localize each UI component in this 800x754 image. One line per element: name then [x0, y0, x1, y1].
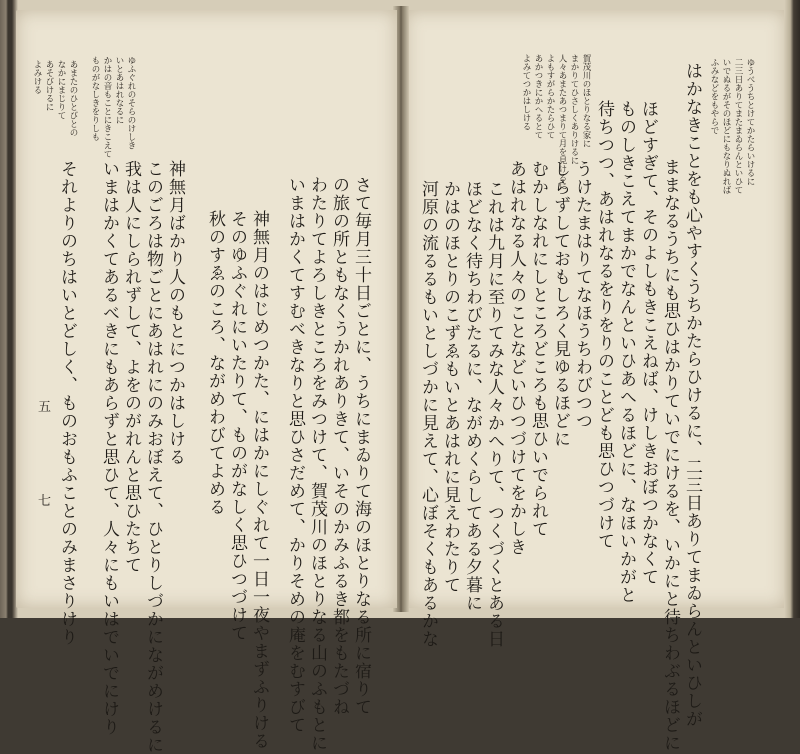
text-column: そのゆふぐれにいたりて、ものがなしく思ひつづけて [227, 210, 247, 642]
right-page [405, 10, 786, 752]
text-column: 秋のすゑのころ、ながめわびてよめる [205, 210, 225, 516]
note-line: よもすがらかたらひて [545, 54, 555, 139]
text-column: むかしなれにしところどころも思ひいでられて [528, 160, 548, 538]
note-line: ゆふぐれのそらのけしき [126, 56, 136, 150]
note-line: よみける [32, 60, 42, 94]
text-column: しらずしておもしろく見ゆるほどに [550, 160, 570, 448]
note-line: かはの音もことにきこえて [102, 56, 112, 158]
left-page [16, 10, 397, 754]
text-column: わたりてよろしきところをみつけて、賀茂川のほとりなる山のふもとに [307, 176, 327, 752]
note-line: いとあはれなるに [114, 56, 124, 124]
text-column: の旅の所ともなくうかれありきて、いそのかみふるき都をもたづね [329, 176, 349, 716]
text-column: うけたまはりてなほうちわびつつ [572, 160, 592, 430]
text-column: 神無月のはじめつかた、にはかにしぐれて一日一夜やまずふりける [249, 210, 269, 750]
note-line: いでぬるがそのほどにもなりぬれば [721, 58, 731, 194]
text-column: これは九月に至りてみな人々かへりて、つくづくとある日 [484, 180, 504, 648]
note-line: ゆうべうちとけてかたらいけるに [745, 58, 755, 186]
note-line: あまたのひとびとの [68, 60, 78, 137]
note-line: 賀茂川のほとりなる家に [581, 54, 591, 148]
folio-bottom: 七 [38, 494, 52, 509]
text-column: 我は人にしられずして、よをのがれんと思ひたちて [121, 160, 141, 574]
text-column: さて毎月三十日ごとに、うちにまゐりて海のほとりなる所に宿りて [351, 176, 371, 716]
note-line: よみてつかはしける [521, 54, 531, 131]
text-column: 待ちつつ、あはれなるをりをりのことども思ひつづけて [594, 100, 614, 550]
note-line: あそびけるに [44, 60, 54, 111]
text-column: ものしきこえてまかでなんといひあへるほどに、なほいかがと [616, 100, 636, 604]
text-column: このごろは物ごとにあはれにのみおぼえて、ひとりしづかにながめけるに [143, 160, 163, 754]
book-edge [784, 0, 800, 618]
folio-top: 五 [38, 400, 52, 415]
note-line: あかつきにかへるとて [533, 54, 543, 139]
note-line: 人々あまたあつまりて月を見けるに [557, 54, 567, 190]
text-column: かはのほとりのこずゑもいとあはれに見えわたりて [440, 180, 460, 594]
note-line: 二三日ありてまたまゐらんといひて [733, 58, 743, 194]
text-column: ままなるうちにも思ひはかりていでにけるを、いかにと待ちわぶるほどに [660, 158, 680, 752]
text-column: いまはかくてすむべきなりと思ひさだめて、かりそめの庵をむすびて [285, 176, 305, 734]
note-line: なかにまじりて [56, 60, 66, 120]
note-line: まかりてひさしくありけるに [569, 54, 579, 165]
text-column: ほどなく待ちわびたるに、ながめくらしてある夕暮に [462, 180, 482, 612]
note-line: ふみなどをもやらで [709, 58, 719, 135]
text-column: ほどすぎて、そのよしもきこえねば、けしきおぼつかなくて [638, 100, 658, 586]
text-column: 神無月ばかり人のもとにつかはしける [165, 160, 185, 466]
text-column: はかなきことをも心やすくうちかたらひけるに、二三日ありてまゐらんといひしが [682, 62, 702, 728]
text-column: 河原の流るるもいとしづかに見えて、心ぼそくもあるかな [418, 180, 438, 648]
text-column: いまはかくてあるべきにもあらずと思ひて、人々にもいはでいでにけり [99, 160, 119, 736]
text-column: それよりのちはいとどしく、ものおもふことのみまさりけり [57, 160, 77, 646]
note-line: ものがなしきをりしも [90, 56, 100, 141]
text-column: あはれなる人々のことなどいひつづけてをかしき [506, 160, 526, 556]
